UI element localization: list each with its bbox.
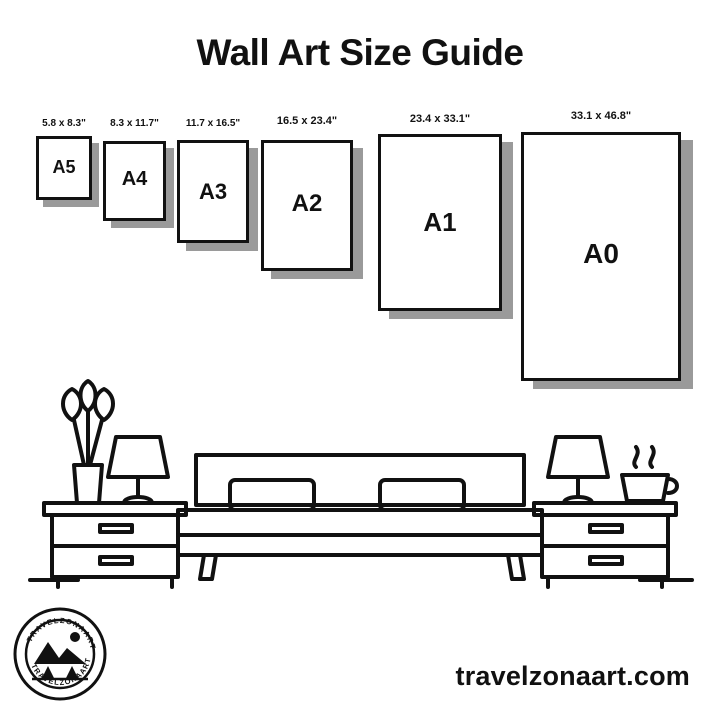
frame-a4 xyxy=(103,110,166,400)
frame-a0 xyxy=(521,110,681,400)
coffee-cup xyxy=(622,447,677,501)
website-url: travelzonaart.com xyxy=(455,661,690,691)
frame-a5-box xyxy=(36,136,92,200)
size-chart xyxy=(0,110,720,400)
frame-a4-box xyxy=(103,141,166,221)
frame-a1 xyxy=(378,110,502,400)
frame-a1-name: A1 xyxy=(423,207,457,237)
bed xyxy=(178,455,542,579)
svg-text:TRAVELZONAART: TRAVELZONAART xyxy=(24,615,98,651)
frame-a5 xyxy=(36,110,92,400)
frame-a0-dimensions: 33.1 x 46.8" xyxy=(570,110,632,122)
frame-a5-dimensions: 5.8 x 8.3" xyxy=(42,118,86,129)
frame-a2 xyxy=(261,110,353,400)
frame-a4-name: A4 xyxy=(121,168,148,190)
mountain-icon xyxy=(34,632,86,664)
frame-a0-name: A0 xyxy=(583,238,619,269)
frame-a0-box xyxy=(521,132,681,381)
frame-a2-dimensions: 16.5 x 23.4" xyxy=(276,115,338,127)
nightstand-left xyxy=(44,503,186,587)
nightstand-right xyxy=(534,503,676,587)
vase-with-flowers xyxy=(63,381,113,503)
frame-a2-box xyxy=(261,140,353,271)
frame-a4-dimensions: 8.3 x 11.7" xyxy=(110,118,159,129)
frame-a1-box xyxy=(378,134,502,311)
svg-text:TRAVELZONAART: TRAVELZONAART xyxy=(29,656,93,688)
frame-a3-name: A3 xyxy=(198,179,228,204)
frame-a1-dimensions: 23.4 x 33.1" xyxy=(409,113,471,125)
frame-a3-box xyxy=(177,140,249,243)
frame-a5-name: A5 xyxy=(52,157,76,177)
bedroom-scene xyxy=(0,375,720,600)
table-lamp-right xyxy=(548,437,608,503)
frame-a3 xyxy=(177,110,249,400)
table-lamp-left xyxy=(108,437,168,503)
frame-a3-dimensions: 11.7 x 16.5" xyxy=(185,118,241,129)
frame-a2-name: A2 xyxy=(291,190,323,217)
page-title: Wall Art Size Guide xyxy=(196,32,524,73)
brand-logo xyxy=(12,606,108,702)
